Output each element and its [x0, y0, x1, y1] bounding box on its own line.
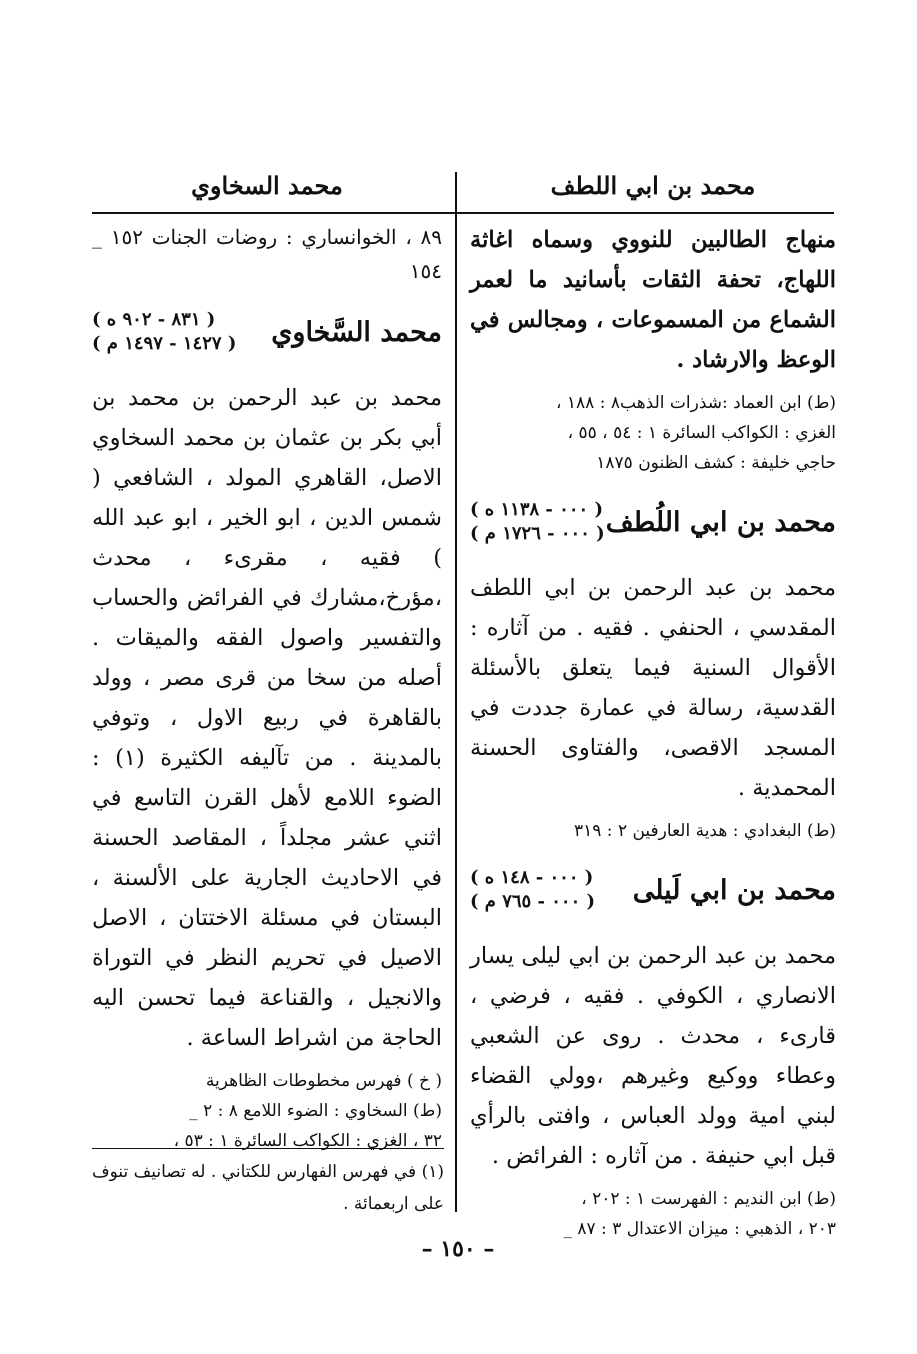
- reference-line: (ط) ابن العماد :شذرات الذهب٨ : ١٨٨ ،: [556, 393, 836, 413]
- reference-line: ٢٠٣ ، الذهبي : ميزان الاعتدال ٣ : ٨٧ _: [563, 1219, 836, 1239]
- entry-heading: [470, 860, 836, 920]
- column-divider: [455, 172, 457, 1212]
- page-number: – ١٥٠ –: [421, 1236, 495, 1262]
- dates-hijri: ( ٠٠٠ - ١٤٨ ه ): [470, 867, 594, 888]
- left-column: [92, 220, 442, 1156]
- entry-name: محمد بن ابي لَيلى: [632, 874, 836, 906]
- continued-reference: ٨٩ ، الخوانساري : روضات الجنات ١٥٢ _ ١٥٤: [92, 225, 443, 283]
- dates-hijri: ( ٠٠٠ - ١١٣٨ ه ): [470, 499, 603, 520]
- entry-body: محمد بن عبد الرحمن بن ابي ليلى يسار الانصاري ، الكوفي . فقيه ، فرضي ، قارىء ، محدث . روى عن الشعبي وعطاء ووكيع وغيرهم ،وولي القضاء لبني امية وولد العباس ، وافتى بالرأي قبل ابي حنيفة . من آثاره : الفرائض .: [470, 943, 836, 1169]
- entry-heading: [92, 302, 442, 362]
- left-column-title: محمد السخاوي: [191, 171, 343, 200]
- footnote: (١) في فهرس الفهارس للكتاني . له تصانيف تنوف على اربعمائة .: [92, 1162, 444, 1214]
- entry-body: محمد بن عبد الرحمن بن ابي اللطف المقدسي ، الحنفي . فقيه . من آثاره : الأقوال السنية فيما يتعلق بالأسئلة القدسية، رسالة في عمارة جددت في المسجد الاقصى، والفتاوى الحسنة المحمدية .: [470, 575, 836, 801]
- entry-heading: [470, 492, 836, 552]
- footnote-rule: [92, 1148, 444, 1149]
- right-column: [470, 220, 836, 1244]
- dates-hijri: ( ٨٣١ - ٩٠٢ ه ): [92, 309, 216, 330]
- reference-line: الغزي : الكواكب السائرة ١ : ٥٤ ، ٥٥ ،: [567, 423, 836, 443]
- dates-gregorian: ( ١٤٢٧ - ١٤٩٧ م ): [92, 333, 237, 354]
- dates-gregorian: ( ٠٠٠ - ١٧٢٦ م ): [470, 523, 605, 544]
- entry-name: محمد بن ابي اللُطف: [605, 506, 836, 538]
- entry-name: محمد السَّخاوي: [271, 316, 442, 348]
- reference-line: (ط) السخاوي : الضوء اللامع ٨ : ٢ _: [189, 1101, 442, 1121]
- dates-gregorian: ( ٠٠٠ - ٧٦٥ م ): [470, 891, 596, 912]
- continued-paragraph: منهاج الطالبين للنووي وسماه اغاثة اللهاج، تحفة الثقات بأسانيد ما لعمر الشماع من المسموعات ، ومجالس في الوعظ والارشاد .: [470, 227, 836, 373]
- header-rule: [92, 212, 834, 214]
- entry-body: محمد بن عبد الرحمن بن محمد بن أبي بكر بن عثمان بن محمد السخاوي الاصل، القاهري المولد ، الشافعي ( شمس الدين ، ابو الخير ، ابو عبد الله ) فقيه ، مقرىء ، محدث ،مؤرخ،مشارك في الفرائض والحساب والتفسير واصول الفقه والميقات . أصله من سخا من قرى مصر ، وولد بالقاهرة في ربيع الاول ، وتوفي بالمدينة . من تآليفه الكثيرة (١) : الضوء اللامع لأهل القرن التاسع في اثني عشر مجلداً ، المقاصد الحسنة في الاحاديث الجارية على الألسنة ، البستان في مسئلة الاختتان ، الاصل الاصيل في تحريم النظر في التوراة والانجيل ، والقناعة فيما تحسن اليه الحاجة من اشراط الساعة .: [92, 385, 442, 1051]
- entry-dates: [92, 308, 236, 356]
- reference-line: (ط) البغدادي : هدية العارفين ٢ : ٣١٩: [573, 821, 836, 841]
- right-column-title: محمد بن ابي اللطف: [550, 171, 756, 200]
- reference-line: حاجي خليفة : كشف الظنون ١٨٧٥: [596, 453, 836, 473]
- entry-dates: [470, 498, 605, 546]
- reference-line: (ط) ابن النديم : الفهرست ١ : ٢٠٢ ،: [581, 1189, 836, 1209]
- reference-line: ( خ ) فهرس مخطوطات الظاهرية: [205, 1071, 442, 1091]
- reference-line: ٣٢ ، الغزي : الكواكب السائرة ١ : ٥٣ ،: [173, 1131, 442, 1151]
- entry-dates: [470, 866, 595, 914]
